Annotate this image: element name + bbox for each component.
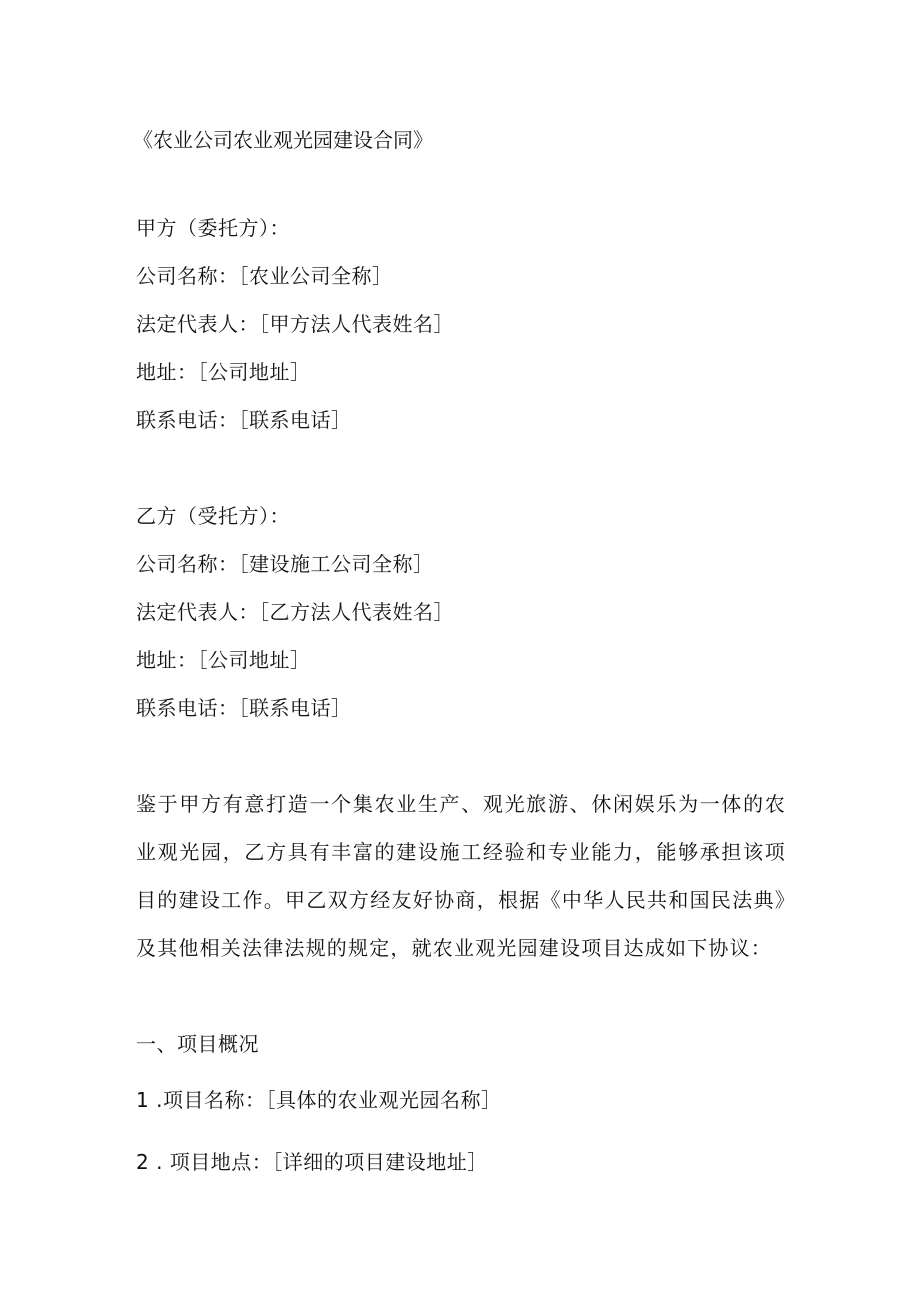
party-b-phone: 联系电话：［联系电话］ (136, 696, 352, 720)
section-1-item-2: 2 . 项目地点：［详细的项目建设地址］ (136, 1150, 488, 1174)
party-b-address: 地址：［公司地址］ (136, 648, 311, 672)
party-a-company: 公司名称：［农业公司全称］ (136, 264, 393, 288)
section-1-item-1: 1 .项目名称：［具体的农业观光园名称］ (136, 1088, 502, 1112)
document-title: 《农业公司农业观光园建设合同》 (133, 128, 433, 152)
section-1-heading: 一、项目概况 (136, 1032, 259, 1056)
party-a-heading: 甲方（委托方）： (136, 216, 290, 240)
preamble-paragraph: 鉴于甲方有意打造一个集农业生产、观光旅游、休闲娱乐为一体的农业观光园，乙方具有丰富的建设施工经验和专业能力，能够承担该项目的建设工作。甲乙双方经友好协商，根据《中华人民共和国民法典》及其他相关法律法规的规定，就农业观光园建设项目达成如下协议： (136, 792, 786, 960)
party-b-company: 公司名称：［建设施工公司全称］ (136, 552, 434, 576)
party-b-heading: 乙方（受托方）： (136, 504, 290, 528)
party-a-phone: 联系电话：［联系电话］ (136, 408, 352, 432)
party-b-legal-rep: 法定代表人：［乙方法人代表姓名］ (136, 600, 454, 624)
party-a-legal-rep: 法定代表人：［甲方法人代表姓名］ (136, 312, 454, 336)
party-a-address: 地址：［公司地址］ (136, 360, 311, 384)
